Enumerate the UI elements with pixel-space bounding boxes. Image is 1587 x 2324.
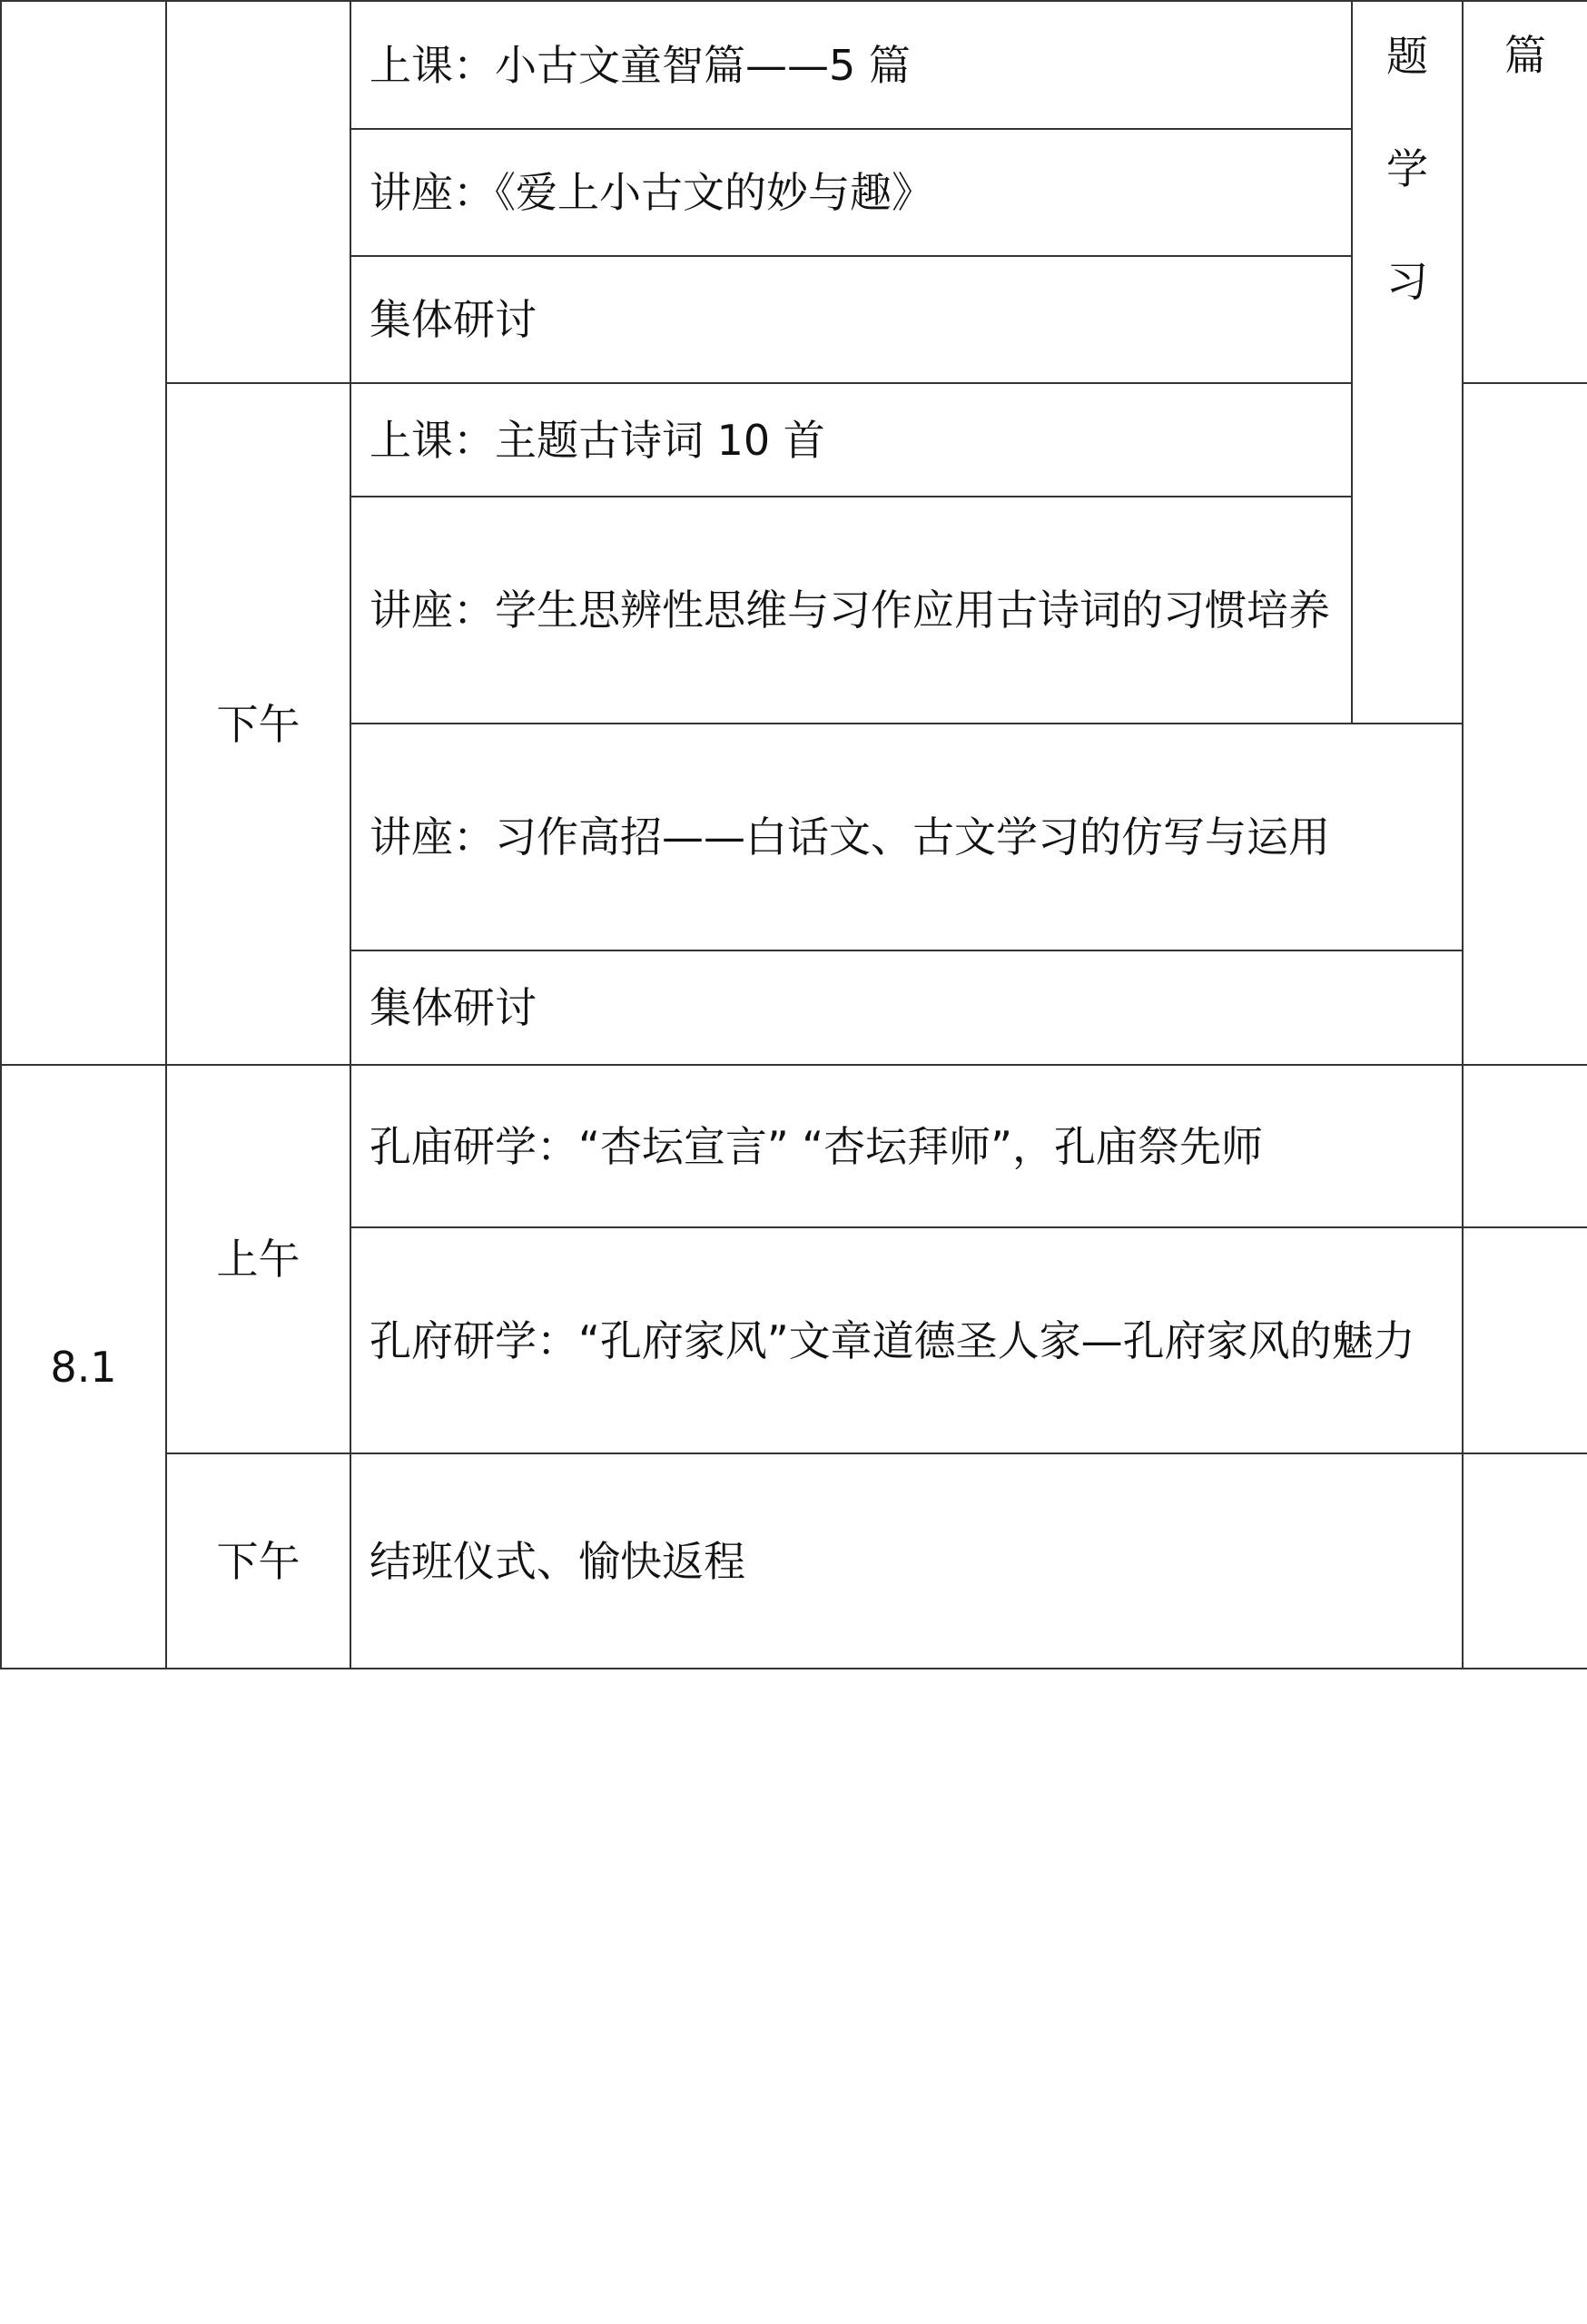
activity-cell: 讲座：《爱上小古文的妙与趣》 [350,129,1352,256]
topic-cell [1352,1,1463,724]
table-row [1,1453,1587,1669]
period-cell: 上午 [166,1065,350,1453]
activity-cell: 上课：主题古诗词 10 首 [350,383,1352,497]
activity-cell: 讲座：习作高招——白话文、古文学习的仿写与运用 [350,724,1463,950]
activity-cell: 结班仪式、愉快返程 [350,1453,1463,1669]
note-cell [1463,1065,1587,1227]
period-cell: 下午 [166,383,350,1065]
topic-char: 习 [1386,257,1428,306]
table-row [1,1,1587,129]
activity-cell: 集体研讨 [350,950,1463,1065]
topic-char: 题 [1386,32,1428,81]
date-cell [1,1,166,1065]
note-cell [1463,1227,1587,1453]
date-cell: 8.1 [1,1065,166,1669]
activity-cell: 孔府研学：“孔府家风”文章道德圣人家—孔府家风的魅力 [350,1227,1463,1453]
activity-cell: 上课：小古文童智篇——5 篇 [350,1,1352,129]
note-cell [1463,383,1587,1065]
activity-cell: 讲座：学生思辨性思维与习作应用古诗词的习惯培养 [350,497,1352,724]
note-cell [1463,1453,1587,1669]
activity-cell: 孔庙研学：“杏坛宣言” “杏坛拜师”，孔庙祭先师 [350,1065,1463,1227]
table-row [1,383,1587,497]
note-cell: 篇 [1463,1,1587,383]
activity-cell: 集体研讨 [350,256,1352,383]
period-cell: 下午 [166,1453,350,1669]
period-cell [166,1,350,383]
topic-char: 学 [1386,144,1428,193]
table-row [1,1065,1587,1227]
